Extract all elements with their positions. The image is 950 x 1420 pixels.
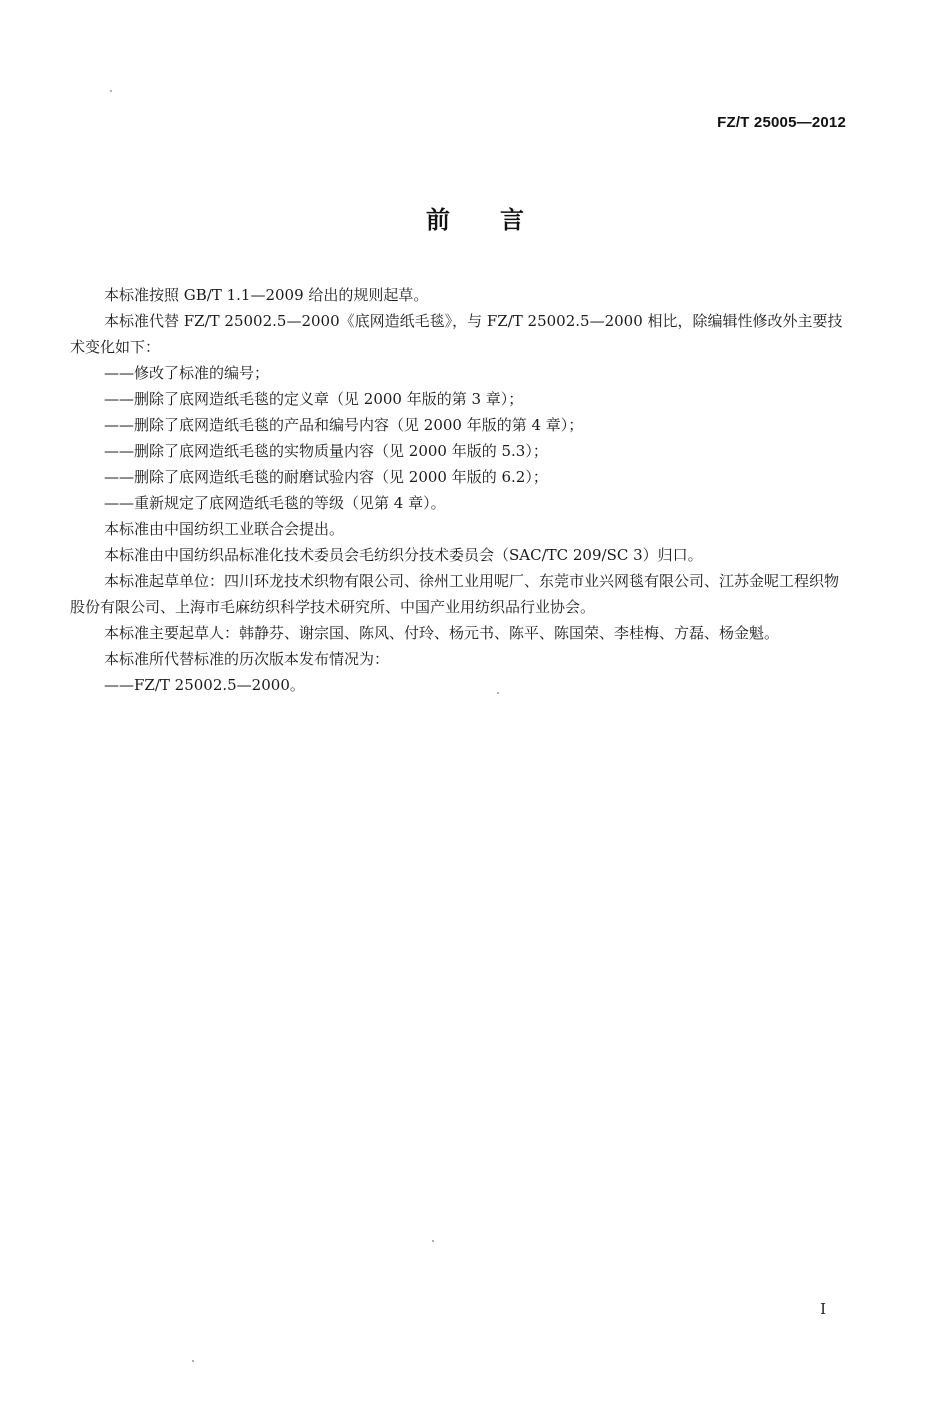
list-item: ——FZ/T 25002.5—2000。: [104, 676, 305, 694]
paragraph: 本标准所代替标准的历次版本发布情况为：: [104, 650, 390, 668]
paragraph: 本标准由中国纺织工业联合会提出。: [104, 520, 345, 538]
scan-speck: [192, 1360, 194, 1362]
standard-code: FZ/T 25005—2012: [717, 114, 846, 131]
list-item: ——修改了标准的编号；: [104, 364, 270, 382]
list-item: ——删除了底网造纸毛毯的实物质量内容（见 2000 年版的 5.3）；: [104, 442, 548, 460]
list-item: ——删除了底网造纸毛毯的耐磨试验内容（见 2000 年版的 6.2）；: [104, 468, 548, 486]
scan-speck: [497, 692, 499, 694]
page-number: I: [820, 1300, 826, 1318]
paragraph: 本标准由中国纺织品标准化技术委员会毛纺织分技术委员会（SAC/TC 209/SC 3）归口。: [104, 546, 703, 564]
list-item: ——删除了底网造纸毛毯的定义章（见 2000 年版的第 3 章）；: [104, 390, 524, 408]
list-item: ——删除了底网造纸毛毯的产品和编号内容（见 2000 年版的第 4 章）；: [104, 416, 584, 434]
paragraph: 本标准代替 FZ/T 25002.5—2000《底网造纸毛毯》，与 FZ/T 25002.5—2000 相比，除编辑性修改外主要技术变化如下：: [70, 312, 843, 356]
page-title: [0, 200, 950, 235]
foreword-body: [70, 282, 850, 698]
scan-speck: [432, 1240, 434, 1242]
paragraph: 本标准按照 GB/T 1.1—2009 给出的规则起草。: [104, 286, 429, 304]
title-char-2: 言: [500, 206, 524, 234]
scan-speck: [110, 90, 112, 92]
paragraph: 本标准起草单位：四川环龙技术织物有限公司、徐州工业用呢厂、东莞市业兴网毯有限公司、江苏金呢工程织物股份有限公司、上海市毛麻纺织科学技术研究所、中国产业用纺织品行业协会。: [70, 572, 840, 616]
title-char-1: 前: [426, 206, 450, 234]
paragraph: 本标准主要起草人：韩静芬、谢宗国、陈风、付玲、杨元书、陈平、陈国荣、李桂梅、方磊、杨金魁。: [104, 624, 780, 642]
list-item: ——重新规定了底网造纸毛毯的等级（见第 4 章）。: [104, 494, 446, 512]
